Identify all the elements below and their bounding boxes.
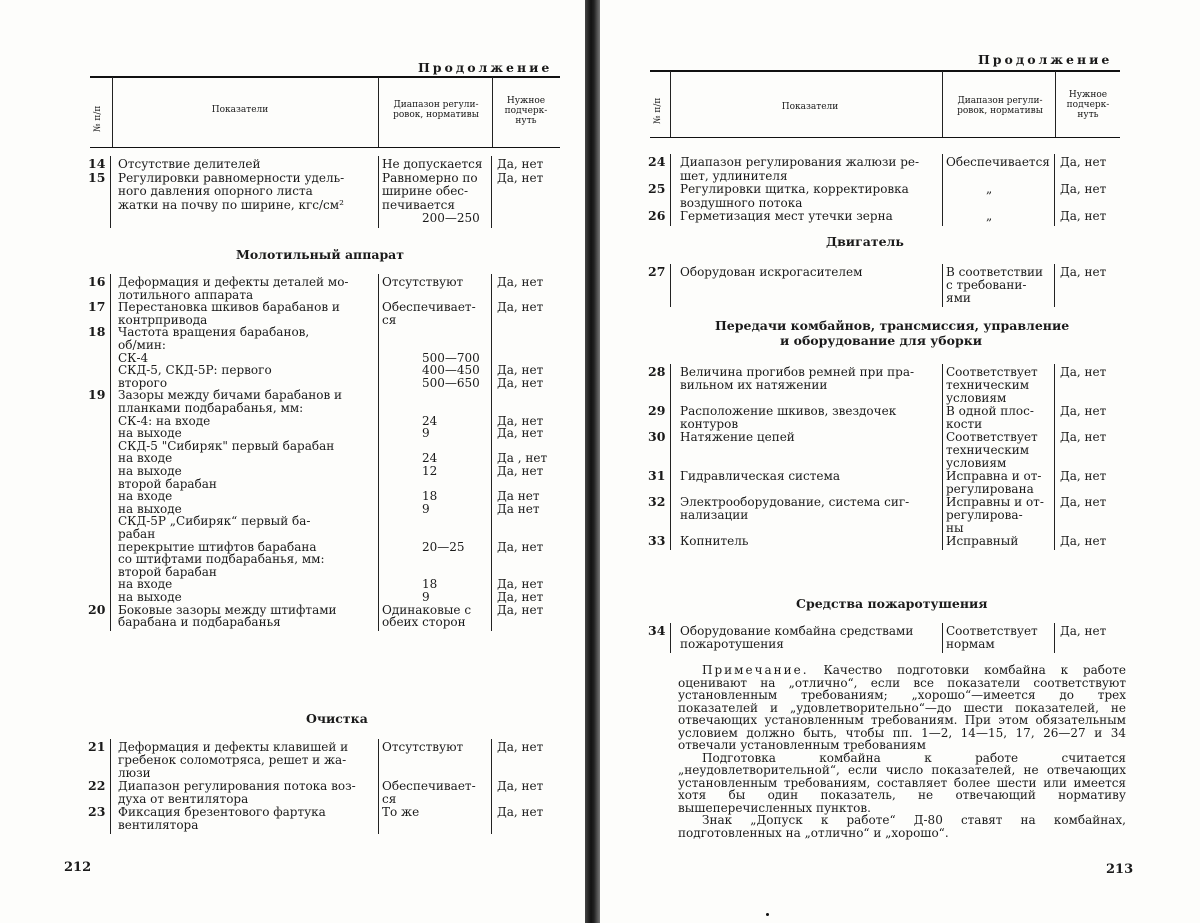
mark-options: Да, нет bbox=[1060, 156, 1106, 168]
column-rule bbox=[378, 156, 379, 228]
mark-options: Да, нет bbox=[497, 415, 543, 427]
norm-value: В одной плос- bbox=[946, 405, 1034, 417]
column-rule bbox=[378, 739, 379, 834]
indicator-text: Оборудован искрогасителем bbox=[680, 266, 862, 278]
mark-options: Да, нет bbox=[497, 578, 543, 590]
norm-value: нормам bbox=[946, 638, 995, 650]
mark-options: Да, нет bbox=[1060, 535, 1106, 547]
norm-value: ны bbox=[946, 522, 964, 534]
note-paragraph-1: Качество подготовки комбайна к работе оценивают на „отлично“, если все показатели соответствуют установленным требованиям; „хорошо“—имеется до трех показателей и „удовлетворительно“—до шести показателей, не отвечающих установленным требованиям. При этом обязательным условием должно быть, чтобы пп. 1—2, 14—15, 17, 26—27 и 34 отвечали установленным требованиям bbox=[678, 663, 1126, 752]
norm-value: Исправный bbox=[946, 535, 1018, 547]
column-rule bbox=[1054, 364, 1055, 550]
indicator-text: Натяжение цепей bbox=[680, 431, 795, 443]
row-number: 31 bbox=[648, 470, 665, 482]
indicator-text: жатки на почву по ширине, кгс/см² bbox=[118, 199, 344, 211]
indicator-text: на входе bbox=[118, 490, 172, 502]
mark-options: Да, нет bbox=[497, 301, 543, 313]
row-number: 32 bbox=[648, 496, 665, 508]
row-number: 15 bbox=[88, 172, 105, 184]
mark-options: Да, нет bbox=[497, 158, 543, 170]
indicator-text: нализации bbox=[680, 509, 748, 521]
column-rule bbox=[110, 739, 111, 834]
row-number: 23 bbox=[88, 806, 105, 818]
note-paragraph-2: Подготовка комбайна к работе считается „неудовлетворительной“, если число показателей, не отвечающих установленным требованиям, составляет более шести или имеется хотя бы один показатель, не отвечающий нормативу вышеперечисленных пунктов. bbox=[678, 752, 1126, 815]
column-rule bbox=[1054, 154, 1055, 226]
indicator-text: на выходе bbox=[118, 591, 182, 603]
indicator-text: Герметизация мест утечки зерна bbox=[680, 210, 893, 222]
indicator-text: на выходе bbox=[118, 427, 182, 439]
column-rule bbox=[491, 739, 492, 834]
norm-value: регулирована bbox=[946, 483, 1034, 495]
indicator-text: люзи bbox=[118, 767, 151, 779]
norm-value: Обеспечивает- bbox=[382, 780, 476, 792]
norm-value: 18 bbox=[422, 490, 437, 502]
header-num: № п/п bbox=[92, 106, 104, 132]
indicator-text: на выходе bbox=[118, 503, 182, 515]
indicator-text: СК-4 bbox=[118, 352, 148, 364]
continuation-label: Продолжение bbox=[418, 62, 552, 74]
indicator-text: второго bbox=[118, 377, 167, 389]
mark-options: Да, нет bbox=[497, 364, 543, 376]
indicator-text: шет, удлинителя bbox=[680, 170, 788, 182]
indicator-text: Электрооборудование, система сиг- bbox=[680, 496, 909, 508]
indicator-text: Фиксация брезентового фартука bbox=[118, 806, 326, 818]
indicator-text: на входе bbox=[118, 578, 172, 590]
note-block bbox=[678, 664, 1126, 839]
row-number: 28 bbox=[648, 366, 665, 378]
norm-value: „ bbox=[986, 210, 992, 222]
section-transmission-line2: и оборудование для уборки bbox=[780, 335, 982, 347]
indicator-text: контуров bbox=[680, 418, 738, 430]
header-range: Диапазон регули-ровок, нормативы bbox=[382, 100, 490, 120]
norm-value: Обеспечивает- bbox=[382, 301, 476, 313]
mark-options: Да, нет bbox=[497, 377, 543, 389]
indicator-text: Зазоры между бичами барабанов и bbox=[118, 389, 342, 401]
section-cleaning: Очистка bbox=[306, 713, 368, 725]
indicator-text: перекрытие штифтов барабана bbox=[118, 541, 317, 553]
indicator-text: Расположение шкивов, звездочек bbox=[680, 405, 896, 417]
indicator-text: СКД-5, СКД-5Р: первого bbox=[118, 364, 272, 376]
mark-options: Да, нет bbox=[1060, 266, 1106, 278]
norm-value: „ bbox=[986, 183, 992, 195]
mark-options: Да нет bbox=[497, 503, 539, 515]
indicator-text: планками подбарабанья, мм: bbox=[118, 402, 303, 414]
row-number: 33 bbox=[648, 535, 665, 547]
mark-options: Да, нет bbox=[497, 541, 543, 553]
mark-options: Да, нет bbox=[1060, 366, 1106, 378]
mark-options: Да, нет bbox=[497, 604, 543, 616]
norm-value: То же bbox=[382, 806, 419, 818]
indicator-text: Гидравлическая система bbox=[680, 470, 840, 482]
norm-value: Отсутствуют bbox=[382, 741, 463, 753]
header-mark: Нужное подчерк-нуть bbox=[1058, 90, 1118, 120]
mark-options: Да, нет bbox=[1060, 183, 1106, 195]
indicator-text: ного давления опорного листа bbox=[118, 185, 313, 197]
mark-options: Да, нет bbox=[1060, 496, 1106, 508]
indicator-text: Диапазон регулирования жалюзи ре- bbox=[680, 156, 919, 168]
indicator-text: контрпривода bbox=[118, 314, 207, 326]
indicator-text: Регулировки щитка, корректировка bbox=[680, 183, 909, 195]
column-rule bbox=[378, 274, 379, 631]
book-spine bbox=[585, 0, 600, 923]
norm-value: Соответствует bbox=[946, 431, 1038, 443]
column-rule bbox=[670, 154, 671, 226]
indicator-text: воздушного потока bbox=[680, 197, 802, 209]
indicator-text: Оборудование комбайна средствами bbox=[680, 625, 913, 637]
header-num: № п/п bbox=[652, 98, 664, 124]
norm-value: ширине обес- bbox=[382, 185, 468, 197]
header-range: Диапазон регули-ровок, нормативы bbox=[945, 96, 1055, 116]
norm-value: 24 bbox=[422, 452, 437, 464]
row-number: 34 bbox=[648, 625, 665, 637]
mark-options: Да, нет bbox=[497, 780, 543, 792]
norm-value: 9 bbox=[422, 591, 430, 603]
column-rule bbox=[670, 623, 671, 653]
indicator-text: вентилятора bbox=[118, 819, 198, 831]
norm-value: 12 bbox=[422, 465, 437, 477]
norm-value: Обеспечивается bbox=[946, 156, 1050, 168]
norm-value: техническим bbox=[946, 379, 1029, 391]
indicator-text: второй барабан bbox=[118, 566, 217, 578]
indicator-text: вильном их натяжении bbox=[680, 379, 827, 391]
print-mark bbox=[766, 913, 769, 916]
mark-options: Да, нет bbox=[1060, 431, 1106, 443]
row-number: 29 bbox=[648, 405, 665, 417]
norm-value: Соответствует bbox=[946, 366, 1038, 378]
indicator-text: Перестановка шкивов барабанов и bbox=[118, 301, 340, 313]
norm-value: Отсутствуют bbox=[382, 276, 463, 288]
column-rule bbox=[942, 154, 943, 226]
indicator-text: Регулировки равномерности удель- bbox=[118, 172, 344, 184]
norm-value: В соответствии bbox=[946, 266, 1043, 278]
column-rule bbox=[1054, 264, 1055, 307]
column-rule bbox=[491, 156, 492, 228]
indicator-text: Диапазон регулирования потока воз- bbox=[118, 780, 356, 792]
norm-value: 200—250 bbox=[422, 212, 480, 224]
column-rule bbox=[670, 264, 671, 307]
norm-value: Исправны и от- bbox=[946, 496, 1044, 508]
row-number: 30 bbox=[648, 431, 665, 443]
mark-options: Да, нет bbox=[497, 427, 543, 439]
indicator-text: СКД-5 "Сибиряк" первый барабан bbox=[118, 440, 334, 452]
indicator-text: Частота вращения барабанов, bbox=[118, 326, 309, 338]
mark-options: Да, нет bbox=[1060, 625, 1106, 637]
page-number: 213 bbox=[1106, 864, 1133, 876]
norm-value: 400—450 bbox=[422, 364, 480, 376]
indicator-text: Копнитель bbox=[680, 535, 748, 547]
norm-value: условиям bbox=[946, 457, 1006, 469]
column-rule bbox=[670, 364, 671, 550]
mark-options: Да, нет bbox=[497, 465, 543, 477]
indicator-text: Боковые зазоры между штифтами bbox=[118, 604, 337, 616]
mark-options: Да, нет bbox=[497, 591, 543, 603]
norm-value: 18 bbox=[422, 578, 437, 590]
norm-value: 9 bbox=[422, 503, 430, 515]
norm-value: ями bbox=[946, 292, 971, 304]
note-paragraph-3: Знак „Допуск к работе“ Д-80 ставят на комбайнах, подготовленных на „отлично“ и „хорошо“. bbox=[678, 814, 1126, 839]
norm-value: 24 bbox=[422, 415, 437, 427]
header-indicator: Показатели bbox=[200, 105, 280, 115]
header-indicator: Показатели bbox=[770, 102, 850, 112]
row-number: 27 bbox=[648, 266, 665, 278]
row-number: 19 bbox=[88, 389, 105, 401]
mark-options: Да, нет bbox=[1060, 470, 1106, 482]
norm-value: 500—650 bbox=[422, 377, 480, 389]
continuation-label: Продолжение bbox=[978, 54, 1112, 66]
indicator-text: барабана и подбарабанья bbox=[118, 616, 281, 628]
column-rule bbox=[491, 274, 492, 631]
section-transmission-line1: Передачи комбайнов, трансмиссия, управление bbox=[715, 320, 1069, 332]
norm-value: условиям bbox=[946, 392, 1006, 404]
mark-options: Да , нет bbox=[497, 452, 547, 464]
indicator-text: лотильного аппарата bbox=[118, 289, 253, 301]
mark-options: Да, нет bbox=[497, 172, 543, 184]
norm-value: Одинаковые с bbox=[382, 604, 471, 616]
indicator-text: Деформация и дефекты клавишей и bbox=[118, 741, 348, 753]
row-number: 16 bbox=[88, 276, 105, 288]
indicator-text: Величина прогибов ремней при пра- bbox=[680, 366, 914, 378]
mark-options: Да, нет bbox=[1060, 405, 1106, 417]
norm-value: Не допускается bbox=[382, 158, 482, 170]
indicator-text: второй барабан bbox=[118, 478, 217, 490]
row-number: 17 bbox=[88, 301, 105, 313]
header-mark: Нужное подчерк-нуть bbox=[496, 96, 556, 126]
norm-value: кости bbox=[946, 418, 982, 430]
indicator-text: Отсутствие делителей bbox=[118, 158, 261, 170]
norm-value: печивается bbox=[382, 199, 455, 211]
column-rule bbox=[942, 623, 943, 653]
row-number: 26 bbox=[648, 210, 665, 222]
norm-value: 20—25 bbox=[422, 541, 465, 553]
row-number: 20 bbox=[88, 604, 105, 616]
row-number: 18 bbox=[88, 326, 105, 338]
indicator-text: СКД-5Р „Сибиряк“ первый ба- bbox=[118, 515, 310, 527]
header-bottom-rule bbox=[650, 137, 1120, 138]
indicator-text: рабан bbox=[118, 528, 155, 540]
mark-options: Да, нет bbox=[497, 741, 543, 753]
section-fire: Средства пожаротушения bbox=[796, 598, 988, 610]
row-number: 24 bbox=[648, 156, 665, 168]
mark-options: Да, нет bbox=[1060, 210, 1106, 222]
norm-value: Исправна и от- bbox=[946, 470, 1041, 482]
table-top-rule bbox=[90, 76, 560, 78]
indicator-text: на выходе bbox=[118, 465, 182, 477]
column-rule bbox=[110, 274, 111, 631]
mark-options: Да нет bbox=[497, 490, 539, 502]
indicator-text: со штифтами подбарабанья, мм: bbox=[118, 553, 325, 565]
left-page bbox=[0, 0, 585, 923]
norm-value: 500—700 bbox=[422, 352, 480, 364]
row-number: 21 bbox=[88, 741, 105, 753]
indicator-text: СК-4: на входе bbox=[118, 415, 210, 427]
note-label: Примечание. bbox=[702, 663, 809, 677]
column-rule bbox=[942, 264, 943, 307]
table-top-rule bbox=[650, 70, 1120, 72]
page-number: 212 bbox=[64, 862, 91, 874]
norm-value: техническим bbox=[946, 444, 1029, 456]
indicator-text: гребенок соломотряса, решет и жа- bbox=[118, 754, 346, 766]
norm-value: Равномерно по bbox=[382, 172, 478, 184]
norm-value: регулирова- bbox=[946, 509, 1023, 521]
row-number: 25 bbox=[648, 183, 665, 195]
right-page bbox=[600, 0, 1200, 923]
header-bottom-rule bbox=[90, 147, 560, 148]
mark-options: Да, нет bbox=[497, 806, 543, 818]
indicator-text: духа от вентилятора bbox=[118, 793, 248, 805]
column-rule bbox=[942, 364, 943, 550]
section-thresher: Молотильный аппарат bbox=[236, 249, 404, 261]
row-number: 22 bbox=[88, 780, 105, 792]
norm-value: ся bbox=[382, 793, 396, 805]
indicator-text: на входе bbox=[118, 452, 172, 464]
row-number: 14 bbox=[88, 158, 105, 170]
column-rule bbox=[110, 156, 111, 228]
norm-value: обеих сторон bbox=[382, 616, 466, 628]
indicator-text: Деформация и дефекты деталей мо- bbox=[118, 276, 348, 288]
section-engine: Двигатель bbox=[826, 236, 904, 248]
norm-value: ся bbox=[382, 314, 396, 326]
mark-options: Да, нет bbox=[497, 276, 543, 288]
norm-value: Соответствует bbox=[946, 625, 1038, 637]
norm-value: 9 bbox=[422, 427, 430, 439]
column-rule bbox=[1054, 623, 1055, 653]
indicator-text: об/мин: bbox=[118, 339, 166, 351]
indicator-text: пожаротушения bbox=[680, 638, 784, 650]
norm-value: с требовани- bbox=[946, 279, 1026, 291]
